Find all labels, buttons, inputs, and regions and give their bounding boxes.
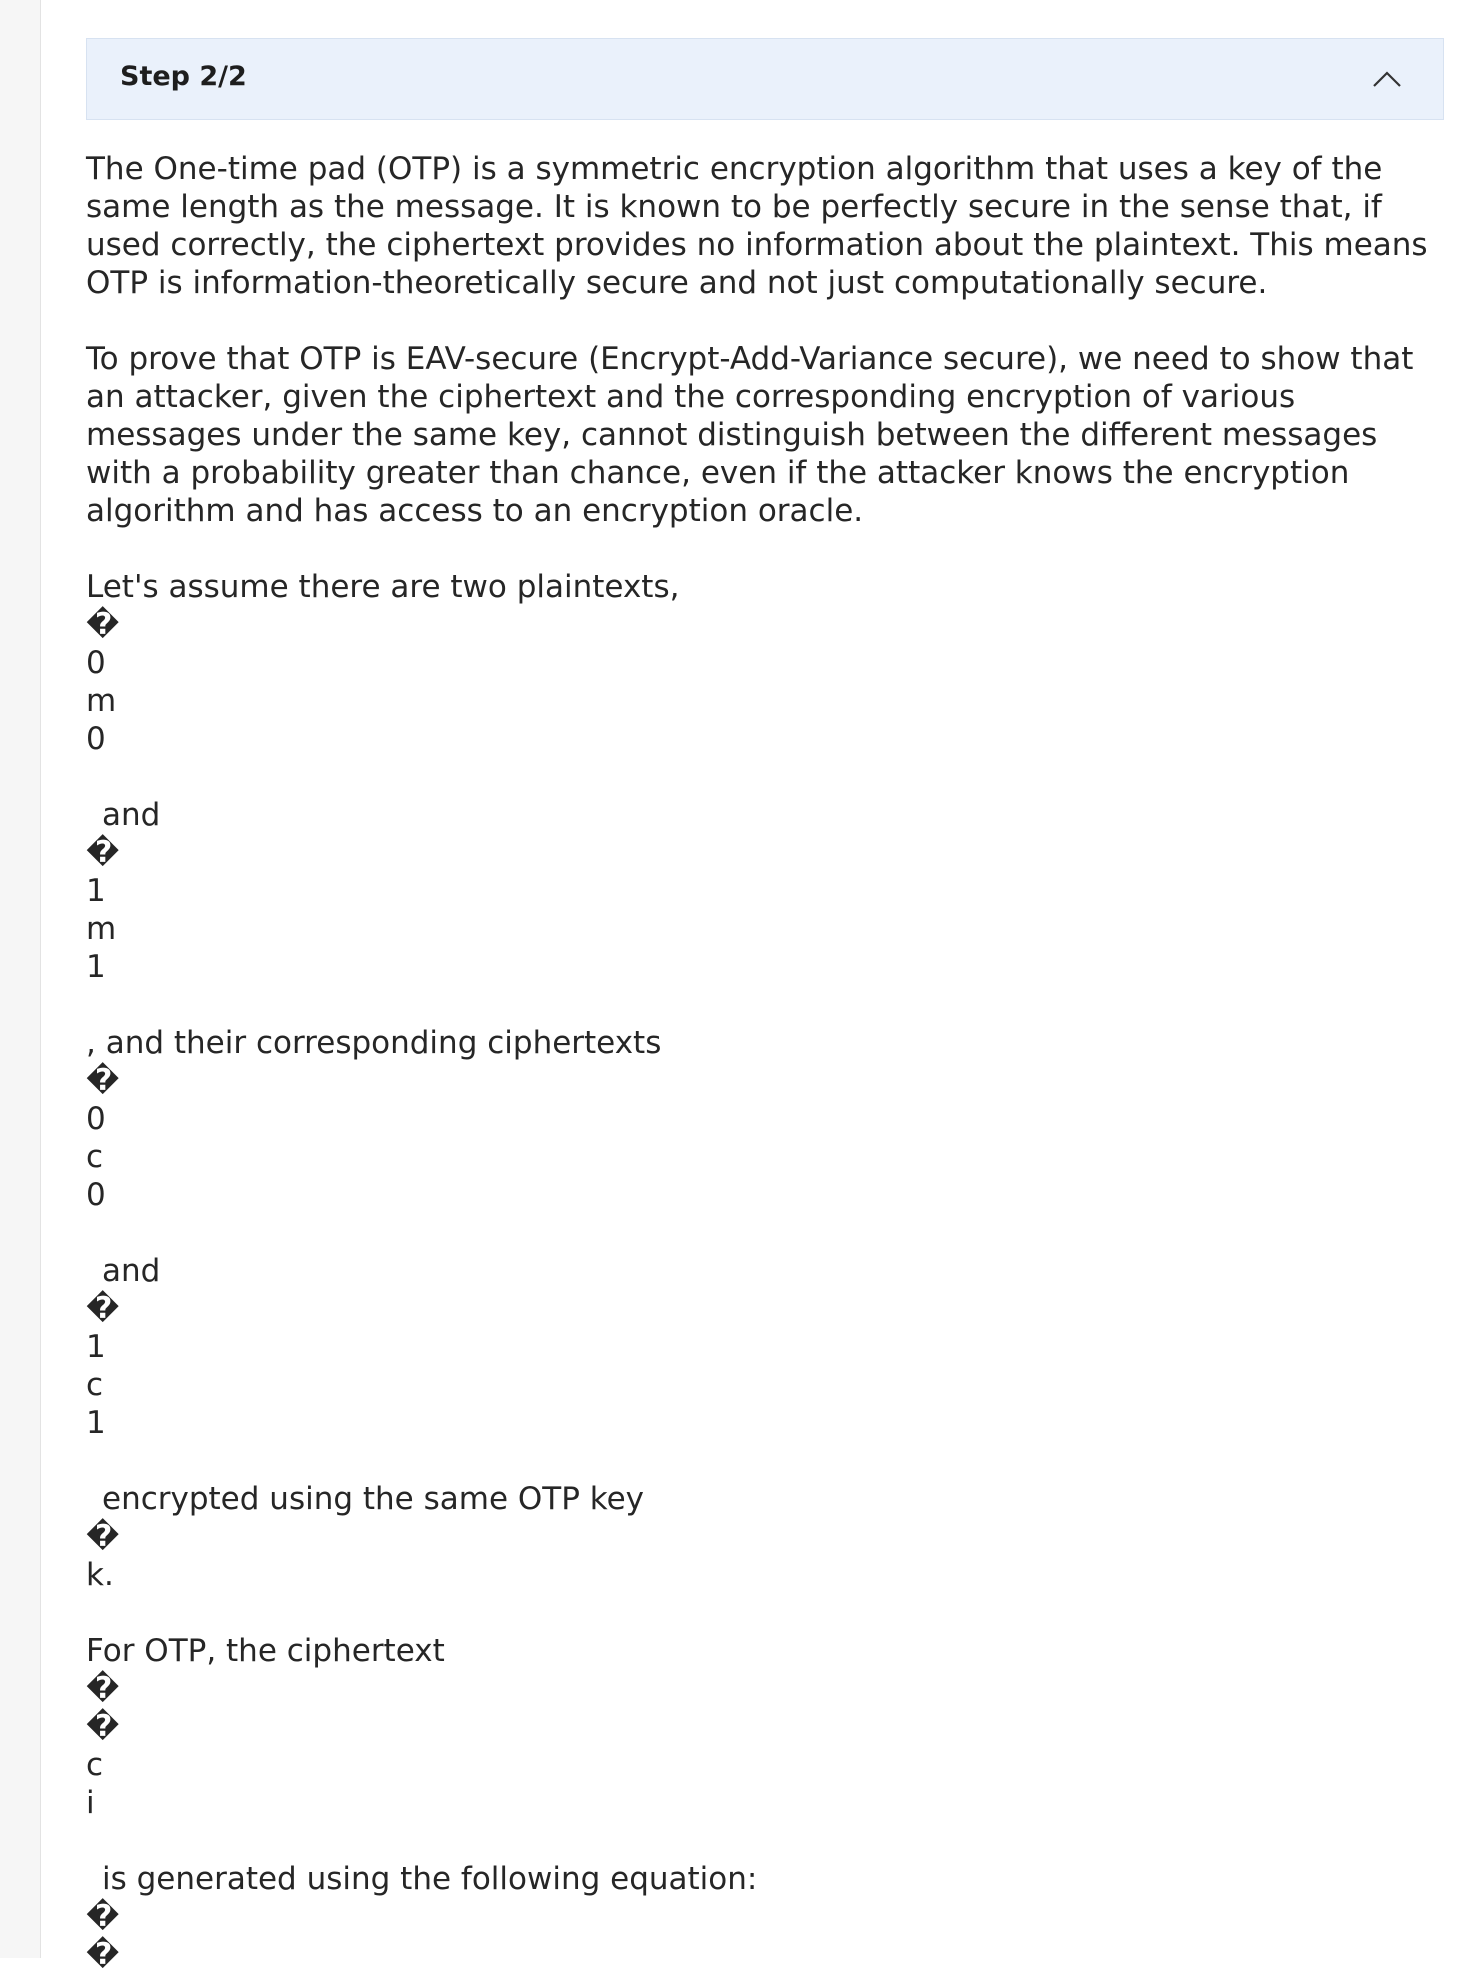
text-and-1: and: [102, 797, 161, 833]
paragraph-otp-intro: The One-time pad (OTP) is a symmetric encryption algorithm that uses a key of the same length as the message. It is known to be perfectly secure in the sense that, if used correctly, the ciphertext provides no information about the plaintext. This means OTP is information-theoretically secure and not just computationally secure.: [86, 151, 1428, 301]
unknown-glyph: �: [86, 835, 120, 870]
math-ci-sub: i: [86, 1785, 95, 1821]
spacer: [86, 1594, 1446, 1632]
math-m0-sub: 0: [86, 645, 106, 681]
text-encrypted: encrypted using the same OTP key: [102, 1481, 645, 1517]
text-corresponding: , and their corresponding ciphertexts: [86, 1025, 662, 1061]
spacer: [86, 986, 1446, 1024]
text-and-2: and: [102, 1253, 161, 1289]
math-c1-sub2: 1: [86, 1405, 106, 1441]
paragraph-eav-proof: To prove that OTP is EAV-secure (Encrypt-Add-Variance secure), we need to show that an attacker, given the ciphertext and the corresponding encryption of various messages under the same key, cannot distinguish between the different messages with a probability greater than chance, even if the attacker knows the encryption algorithm and has access to an encryption oracle.: [86, 341, 1414, 529]
math-c1-var: c: [86, 1367, 104, 1403]
text-generated: is generated using the following equation:: [102, 1861, 758, 1897]
math-ci-var: c: [86, 1747, 104, 1783]
math-m1-sub: 1: [86, 873, 106, 909]
math-c0-sub2: 0: [86, 1177, 106, 1213]
math-m0-sub2: 0: [86, 721, 106, 757]
left-gutter: [0, 0, 41, 1958]
spacer: [86, 1214, 1446, 1252]
unknown-glyph: �: [86, 1937, 120, 1972]
math-m0-var: m: [86, 683, 117, 719]
math-m1-sub2: 1: [86, 949, 106, 985]
unknown-glyph: �: [86, 1709, 120, 1744]
text-for-otp: For OTP, the ciphertext: [86, 1633, 445, 1669]
step-title: Step 2/2: [120, 61, 247, 92]
step-content: [86, 150, 1446, 1974]
unknown-glyph: �: [86, 1063, 120, 1098]
chevron-up-icon[interactable]: [1371, 69, 1403, 89]
spacer: [86, 758, 1446, 796]
text-intro: Let's assume there are two plaintexts,: [86, 569, 680, 605]
unknown-glyph: �: [86, 1291, 120, 1326]
spacer: [86, 1822, 1446, 1860]
math-c0-sub: 0: [86, 1101, 106, 1137]
math-c0-var: c: [86, 1139, 104, 1175]
math-m1-var: m: [86, 911, 117, 947]
math-c1-sub: 1: [86, 1329, 106, 1365]
step-header[interactable]: [86, 38, 1444, 120]
spacer: [86, 1442, 1446, 1480]
unknown-glyph: �: [86, 1899, 120, 1934]
unknown-glyph: �: [86, 1671, 120, 1706]
unknown-glyph: �: [86, 607, 120, 642]
unknown-glyph: �: [86, 1519, 120, 1554]
math-k: k.: [86, 1557, 114, 1593]
